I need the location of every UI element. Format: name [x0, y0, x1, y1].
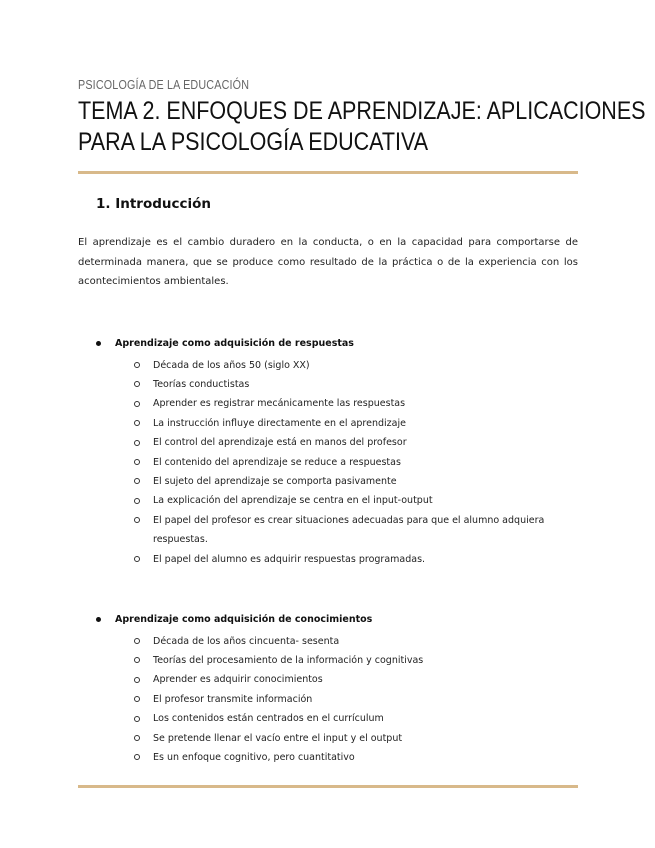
list-item	[96, 472, 576, 491]
bullet-group-label: Aprendizaje como adquisición de conocimientos	[115, 614, 373, 625]
list-item-text: Aprender es adquirir conocimientos	[153, 674, 323, 686]
list-item	[96, 414, 576, 433]
list-item	[96, 491, 576, 510]
circle-bullet-icon	[134, 401, 140, 407]
list-item	[96, 748, 576, 767]
circle-bullet-icon	[134, 498, 140, 504]
list-item-text: El sujeto del aprendizaje se comporta pasivamente	[153, 475, 397, 487]
list-item-text: Se pretende llenar el vacío entre el input y el output	[153, 732, 403, 744]
bullet-group-conocimientos	[96, 612, 576, 767]
circle-bullet-icon	[134, 517, 140, 523]
list-item	[96, 394, 576, 413]
sub-list	[96, 356, 576, 569]
bullet-dot-icon	[96, 617, 101, 622]
circle-bullet-icon	[134, 420, 140, 426]
list-item-text: El papel del profesor es crear situaciones adecuadas para que el alumno adquiera respuestas.	[153, 514, 545, 546]
intro-paragraph: El aprendizaje es el cambio duradero en la conducta, o en la capacidad para comportarse de determinada manera, que se produce como resultado de la práctica o de la experiencia con los acontecimientos ambientales.	[78, 237, 578, 287]
circle-bullet-icon	[134, 381, 140, 387]
bullet-group-title	[96, 612, 576, 632]
bullet-group-label: Aprendizaje como adquisición de respuestas	[115, 338, 354, 349]
circle-bullet-icon	[134, 754, 140, 760]
bullet-group-title	[96, 336, 576, 356]
list-item-text: La explicación del aprendizaje se centra en el input-output	[153, 495, 433, 507]
circle-bullet-icon	[134, 638, 140, 644]
list-item-text: Década de los años cincuenta- sesenta	[153, 635, 340, 647]
document-title	[78, 96, 646, 158]
list-item	[96, 356, 576, 375]
circle-bullet-icon	[134, 716, 140, 722]
list-item-text: Teorías conductistas	[153, 378, 250, 390]
title-line-2: PARA LA PSICOLOGÍA EDUCATIVA	[78, 128, 429, 156]
list-item-text: Teorías del procesamiento de la información y cognitivas	[153, 654, 424, 666]
list-item-text: El profesor transmite información	[153, 693, 313, 705]
bullet-dot-icon	[96, 341, 101, 346]
list-item-text: El control del aprendizaje está en manos del profesor	[153, 437, 407, 449]
list-item-text: Década de los años 50 (siglo XX)	[153, 359, 310, 371]
circle-bullet-icon	[134, 478, 140, 484]
list-item-text: La instrucción influye directamente en el aprendizaje	[153, 417, 406, 429]
list-item	[96, 651, 576, 670]
list-item	[96, 729, 576, 748]
list-item-text: Es un enfoque cognitivo, pero cuantitativo	[153, 751, 355, 763]
section-heading: 1. Introducción	[96, 196, 212, 212]
list-item	[96, 690, 576, 709]
circle-bullet-icon	[134, 459, 140, 465]
circle-bullet-icon	[134, 677, 140, 683]
list-item-text: El contenido del aprendizaje se reduce a respuestas	[153, 456, 401, 468]
circle-bullet-icon	[134, 556, 140, 562]
circle-bullet-icon	[134, 657, 140, 663]
list-item	[96, 511, 576, 550]
sub-list	[96, 632, 576, 768]
list-item-text: Los contenidos están centrados en el currículum	[153, 713, 384, 725]
circle-bullet-icon	[134, 735, 140, 741]
list-item	[96, 632, 576, 651]
list-item	[96, 375, 576, 394]
list-item	[96, 550, 576, 569]
circle-bullet-icon	[134, 440, 140, 446]
bottom-divider	[78, 785, 578, 788]
list-item	[96, 453, 576, 472]
bullet-group-respuestas	[96, 336, 576, 569]
title-line-1: TEMA 2. ENFOQUES DE APRENDIZAJE: APLICACIONES	[78, 97, 646, 125]
circle-bullet-icon	[134, 362, 140, 368]
top-divider	[78, 171, 578, 174]
list-item	[96, 709, 576, 728]
list-item-text: Aprender es registrar mecánicamente las respuestas	[153, 398, 406, 410]
circle-bullet-icon	[134, 696, 140, 702]
list-item	[96, 433, 576, 452]
document-subtitle: PSICOLOGÍA DE LA EDUCACIÓN	[78, 78, 250, 92]
list-item	[96, 670, 576, 689]
list-item-text: El papel del alumno es adquirir respuestas programadas.	[153, 553, 426, 565]
